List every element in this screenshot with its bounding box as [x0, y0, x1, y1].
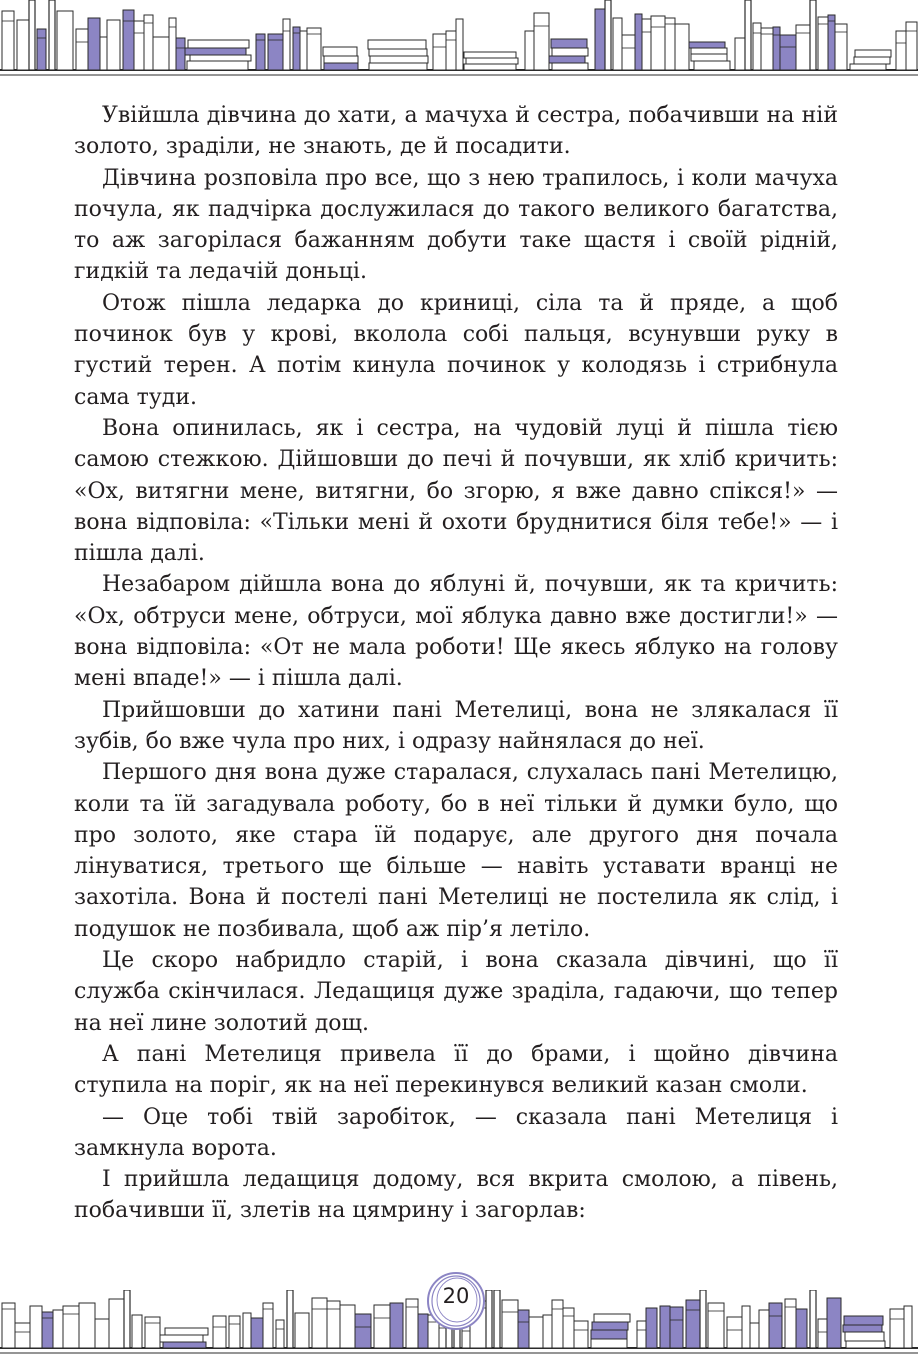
paragraph-11: І прийшла ледащиця додому, вся вкрита смолою, а півень, побачивши її, злетів на цямрину і загорлав: — [74, 1167, 838, 1224]
paragraph-9: А пані Метелиця привела її до брами, і щойно дівчина ступила на поріг, як на неї перекинувся великий казан смоли. — [74, 1041, 838, 1099]
paragraph-2: Дівчина розповіла про все, що з нею трапилось, і коли мачуха почула, як падчірка дослужилася до такого великого багатства, то аж загорілася бажанням добути таке щастя і своїй рідній, гидкій та ледачій доньці. — [74, 165, 838, 285]
story-text — [74, 100, 838, 1227]
paragraph-4: Вона опинилась, як і сестра, на чудовій луці й пішла тією самою стежкою. Дійшовши до печі й почувши, як хліб кричить: «Ох, витягни мене, витягни, бо згорю, я вже давно спікся!» — вона відповіла: «Тільки мені й охоти бруднитися біля тебе!» — і пішла далі. — [74, 415, 838, 567]
paragraph-7: Першого дня вона дуже старалася, слухалась пані Метелицю, коли та їй загадувала роботу, бо в неї тільки й думки було, що про золото, яке стара їй подарує, але другого дня почала лінуватися, третього ще більше — навіть уставати вранці не захотіла. Вона й постелі пані Метелиці не постелила як слід, і подушок не позбивала, щоб аж пір’я летіло. — [74, 760, 838, 942]
page-number: 20 — [442, 1284, 470, 1308]
paragraph-3: Отож пішла ледарка до криниці, сіла та й пряде, а щоб починок був у крові, вколола собі пальця, всунувши руку в густий терен. А потім кинула починок у колодязь і стрибнула сама туди. — [74, 290, 838, 410]
page-number-badge — [425, 1270, 487, 1332]
paragraph-6: Прийшовши до хатини пані Метелиці, вона не злякалася її зубів, бо вже чула про них, і одразу найнялася до неї. — [74, 697, 838, 754]
paragraph-5: Незабаром дійшла вона до яблуні й, почувши, як та кричить: «Ох, обтруси мене, обтруси, мої яблука давно вже достигли!» — вона відповіла: «От не мала роботи! Ще якесь яблуко на голову мені впаде!» — і пішла далі. — [74, 572, 838, 692]
paragraph-8: Це скоро набридло старій, і вона сказала дівчині, що її служба скінчилася. Ледащиця дуже зраділа, гадаючи, що тепер на неї лине золотий дощ. — [74, 948, 838, 1036]
bookshelf-illustration — [0, 0, 918, 84]
paragraph-10: — Оце тобі твій заробіток, — сказала пані Метелиця і замкнула ворота. — [74, 1104, 838, 1161]
paragraph-1: Увійшла дівчина до хати, а мачуха й сестра, побачивши на ній золото, зраділи, не знають, де й посадити. — [74, 103, 838, 160]
top-bookshelf-border — [0, 0, 918, 84]
